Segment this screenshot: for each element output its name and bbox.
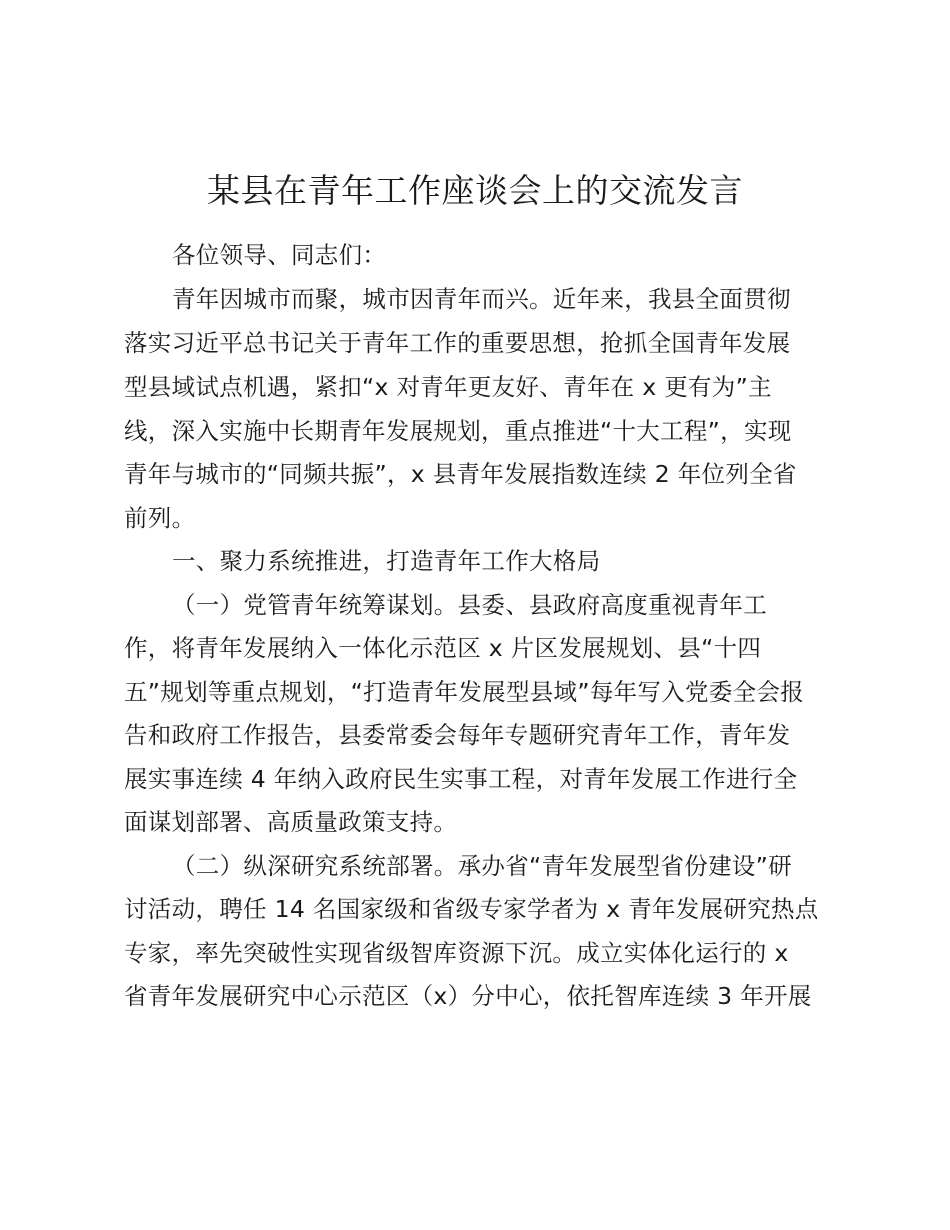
paragraph-line: 专家，率先突破性实现省级智库资源下沉。成立实体化运行的 x: [124, 939, 789, 967]
paragraph-line: 展实事连续 4 年纳入政府民生实事工程，对青年发展工作进行全: [124, 765, 798, 793]
paragraph-line: 落实习近平总书记关于青年工作的重要思想，抢抓全国青年发展: [124, 329, 791, 357]
paragraph-line: 青年因城市而聚，城市因青年而兴。近年来，我县全面贯彻: [172, 285, 791, 313]
paragraph-line: （一）党管青年统筹谋划。县委、县政府高度重视青年工: [172, 591, 767, 619]
paragraph-line: 告和政府工作报告，县委常委会每年专题研究青年工作，青年发: [124, 721, 791, 749]
paragraph-line: 省青年发展研究中心示范区（x）分中心，依托智库连续 3 年开展: [124, 982, 812, 1010]
section-heading: 一、聚力系统推进，打造青年工作大格局: [172, 547, 601, 575]
paragraph-line: 面谋划部署、高质量政策支持。: [124, 808, 458, 836]
paragraph-line: 前列。: [124, 504, 196, 532]
document-title: 某县在青年工作座谈会上的交流发言: [207, 171, 743, 210]
salutation: 各位领导、同志们：: [172, 241, 387, 269]
paragraph-line: 青年与城市的“同频共振”，x 县青年发展指数连续 2 年位列全省: [124, 460, 797, 488]
paragraph-line: 五”规划等重点规划，“打造青年发展型县域”每年写入党委全会报: [124, 678, 805, 706]
paragraph-line: 线，深入实施中长期青年发展规划，重点推进“十大工程”，实现: [124, 417, 792, 445]
paragraph-line: 型县域试点机遇，紧扣“x 对青年更友好、青年在 x 更有为”主: [124, 373, 772, 401]
paragraph-line: （二）纵深研究系统部署。承办省“青年发展型省份建设”研: [172, 852, 792, 880]
paragraph-line: 作，将青年发展纳入一体化示范区 x 片区发展规划、县“十四: [124, 634, 762, 662]
paragraph-line: 讨活动，聘任 14 名国家级和省级专家学者为 x 青年发展研究热点: [124, 895, 819, 923]
